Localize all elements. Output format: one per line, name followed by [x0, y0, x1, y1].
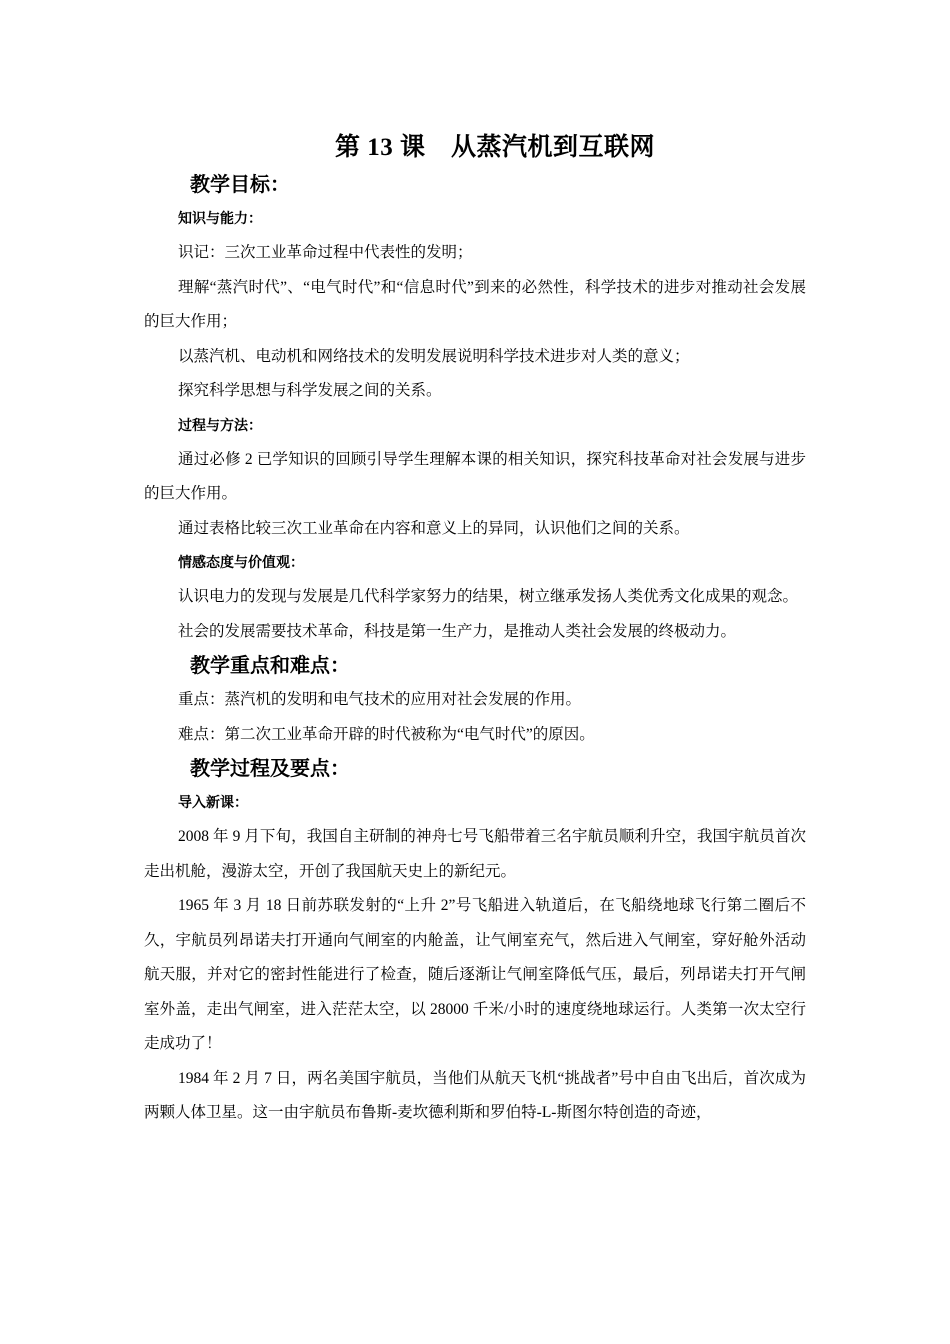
paragraph: 理解“蒸汽时代”、“电气时代”和“信息时代”到来的必然性，科学技术的进步对推动社会发展的巨大作用； — [144, 278, 806, 330]
document-page — [144, 128, 806, 1131]
paragraph: 重点：蒸汽机的发明和电气技术的应用对社会发展的作用。 — [178, 691, 582, 708]
section-heading-objectives: 教学目标： — [190, 174, 290, 196]
paragraph: 2008 年 9 月下旬，我国自主研制的神舟七号飞船带着三名宇航员顺利升空，我国宇航员首次走出机舱，漫游太空，开创了我国航天史上的新纪元。 — [144, 828, 806, 880]
paragraph: 1984 年 2 月 7 日，两名美国宇航员，当他们从航天飞机“挑战者”号中自由飞出后，首次成为两颗人体卫星。这一由宇航员布鲁斯-麦坎德利斯和罗伯特-L-斯图尔特创造的奇迹， — [144, 1069, 806, 1121]
section-heading-process: 教学过程及要点： — [190, 758, 350, 780]
subheading-knowledge: 知识与能力： — [178, 211, 262, 227]
page-title: 第 13 课 从蒸汽机到互联网 — [334, 134, 655, 161]
paragraph: 探究科学思想与科学发展之间的关系。 — [178, 382, 442, 399]
paragraph: 难点：第二次工业革命开辟的时代被称为“电气时代”的原因。 — [178, 725, 595, 743]
paragraph: 1965 年 3 月 18 日前苏联发射的“上升 2”号飞船进入轨道后，在飞船绕地球飞行第二圈后不久，宇航员列昂诺夫打开通向气闸室的内舱盖，让气闸室充气，然后进入气闸室，穿好舱外活动航天服，并对它的密封性能进行了检查，随后逐渐让气闸室降低气压，最后，列昂诺夫打开气闸室外盖，走出气闸室，进入茫茫太空，以 28000 千米/小时的速度绕地球运行。人类第一次太空行走成功了！ — [144, 897, 806, 1052]
subheading-process: 过程与方法： — [178, 417, 262, 434]
paragraph: 社会的发展需要技术革命，科技是第一生产力，是推动人类社会发展的终极动力。 — [178, 622, 737, 640]
paragraph: 通过必修 2 已学知识的回顾引导学生理解本课的相关知识，探究科技革命对社会发展与进步的巨大作用。 — [144, 450, 806, 502]
section-heading-key-points: 教学重点和难点： — [190, 655, 350, 677]
paragraph: 以蒸汽机、电动机和网络技术的发明发展说明科学技术进步对人类的意义； — [178, 347, 690, 365]
paragraph: 认识电力的发现与发展是几代科学家努力的结果，树立继承发扬人类优秀文化成果的观念。 — [178, 588, 799, 605]
paragraph: 识记：三次工业革命过程中代表性的发明； — [178, 244, 473, 261]
paragraph: 通过表格比较三次工业革命在内容和意义上的异同，认识他们之间的关系。 — [178, 519, 690, 537]
subheading-values: 情感态度与价值观： — [178, 555, 304, 571]
subheading-intro: 导入新课： — [178, 795, 248, 811]
